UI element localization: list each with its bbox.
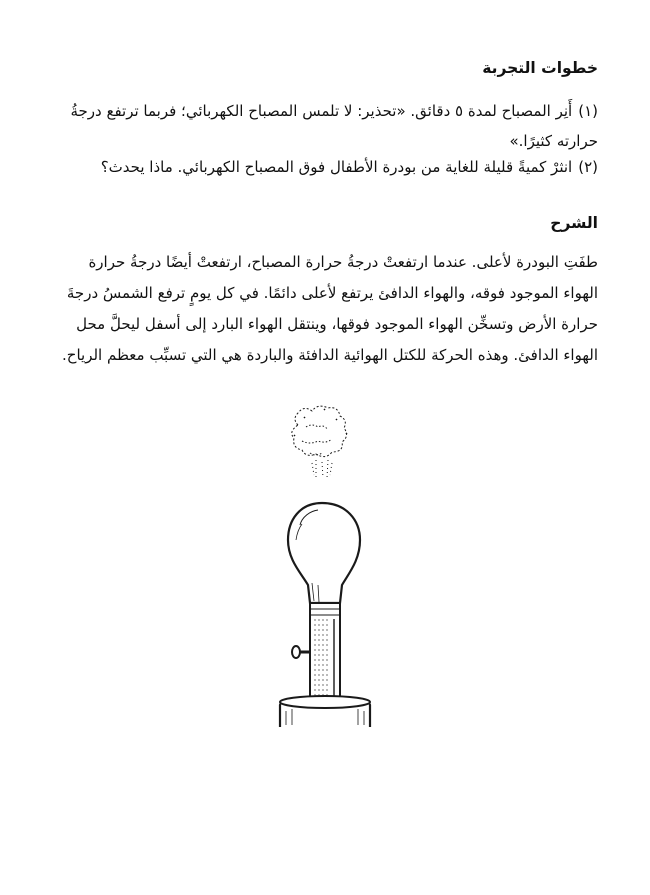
explanation-line: الهواء الدافئ. وهذه الحركة للكتل الهوائية الدافئة والباردة هي التي تسبِّب معظم الرياح.	[62, 346, 598, 364]
step-number: (٢)	[578, 158, 598, 176]
explanation-paragraph	[50, 247, 598, 371]
step-item	[50, 96, 598, 156]
socket-screw	[292, 646, 310, 658]
powder-cloud	[292, 406, 347, 478]
explanation-heading: الشرح	[550, 214, 598, 232]
light-bulb	[288, 503, 360, 603]
explanation-line: الهواء الموجود فوقه، والهواء الدافئ يرتفع لأعلى دائمًا. في كل يومٍ ترفع الشمسُ درجةَ	[66, 284, 598, 302]
explanation-line: طفَتِ البودرة لأعلى. عندما ارتفعتْ درجةُ حرارة المصباح، ارتفعتْ أيضًا درجةُ حرارة	[88, 253, 598, 271]
step-text: انثرْ كميةً قليلة للغاية من بودرة الأطفال فوق المصباح الكهربائي. ماذا يحدث؟	[100, 158, 573, 176]
steps-heading: خطوات التجربة	[482, 59, 598, 77]
explanation-line: حرارة الأرض وتسخِّن الهواء الموجود فوقها، وينتقل الهواء البارد إلى أسفل ليحلَّ محل	[76, 315, 598, 333]
step-number: (١)	[578, 102, 598, 120]
step-text: أَنِر المصباح لمدة ٥ دقائق. «تحذير: لا تلمس المصباح الكهربائي؛ فربما ترتفع درجةُ حرارته كثيرًا.»	[70, 102, 598, 150]
step-item	[50, 152, 598, 182]
bulb-socket	[310, 603, 340, 701]
light-bulb-illustration	[266, 405, 386, 730]
base-stand	[280, 696, 370, 727]
